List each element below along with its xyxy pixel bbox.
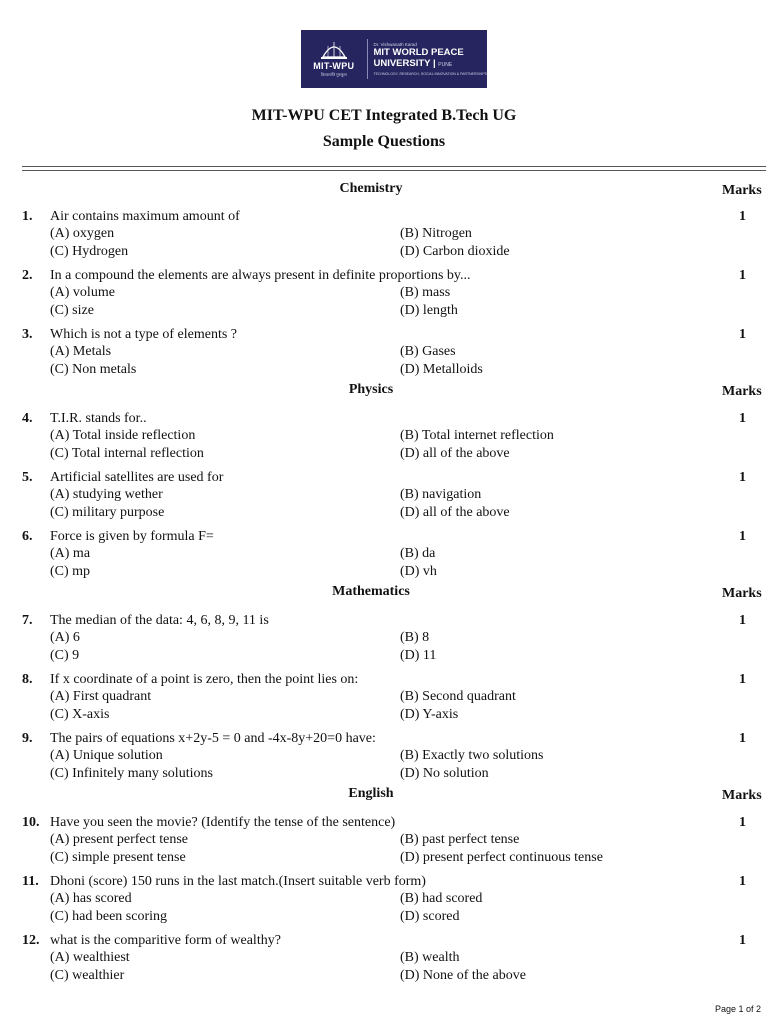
header-rule-bottom — [22, 170, 766, 171]
logo-name-line1: MIT WORLD PEACE — [373, 47, 464, 58]
section-title: Physics — [348, 382, 394, 397]
question-text: what is the comparitive form of wealthy? — [50, 933, 281, 948]
question-3 — [0, 327, 768, 383]
question-text: Which is not a type of elements ? — [50, 327, 237, 342]
logo-university: UNIVERSITY — [373, 58, 431, 69]
option-d: (D) Metalloids — [400, 362, 483, 377]
option-b: (B) Second quadrant — [400, 689, 516, 704]
option-d: (D) None of the above — [400, 968, 526, 983]
question-number: 10. — [22, 815, 40, 830]
option-d: (D) Y-axis — [400, 707, 459, 722]
option-b: (B) had scored — [400, 891, 483, 906]
option-c: (C) wealthier — [50, 968, 125, 983]
option-a: (A) Total inside reflection — [50, 428, 196, 443]
option-a: (A) Metals — [50, 344, 112, 359]
option-c: (C) Hydrogen — [50, 244, 129, 259]
option-c: (C) 9 — [50, 648, 80, 663]
logo-small-text: Dr. Vishwanath Karad — [373, 42, 417, 47]
section-title: Mathematics — [332, 584, 410, 599]
section-header-mathematics — [0, 584, 768, 604]
section-header-physics — [0, 382, 768, 402]
page-number: Page 1 of 2 — [715, 1004, 762, 1014]
option-a: (A) volume — [50, 285, 115, 300]
question-number: 7. — [22, 613, 33, 628]
page-subtitle: Sample Questions — [322, 133, 446, 150]
option-d: (D) present perfect continuous tense — [400, 850, 603, 865]
question-6 — [0, 529, 768, 585]
logo-name-line2: UNIVERSITY | PUNE — [373, 58, 453, 69]
marks-label: Marks — [722, 384, 762, 399]
logo-emblem — [301, 30, 367, 88]
section-header-chemistry — [0, 181, 768, 201]
question-text: Artificial satellites are used for — [50, 470, 224, 485]
question-11 — [0, 874, 768, 930]
question-marks: 1 — [739, 327, 746, 342]
question-text: The pairs of equations x+2y-5 = 0 and -4x-8y+20=0 have: — [50, 731, 376, 746]
question-number: 4. — [22, 411, 33, 426]
option-b: (B) mass — [400, 285, 451, 300]
option-d: (D) all of the above — [400, 505, 510, 520]
question-text: In a compound the elements are always present in definite proportions by... — [50, 268, 471, 283]
option-b: (B) past perfect tense — [400, 832, 520, 847]
question-5 — [0, 470, 768, 526]
option-d: (D) length — [400, 303, 458, 318]
section-title: Chemistry — [339, 181, 403, 196]
marks-label: Marks — [722, 183, 762, 198]
question-text: T.I.R. stands for.. — [50, 411, 147, 426]
question-8 — [0, 672, 768, 728]
logo-text — [367, 42, 487, 76]
option-c: (C) military purpose — [50, 505, 165, 520]
question-1 — [0, 209, 768, 265]
option-c: (C) mp — [50, 564, 91, 579]
marks-label: Marks — [722, 586, 762, 601]
option-a: (A) has scored — [50, 891, 132, 906]
question-text: If x coordinate of a point is zero, then the point lies on: — [50, 672, 359, 687]
option-d: (D) vh — [400, 564, 437, 579]
question-number: 11. — [22, 874, 39, 889]
option-b: (B) Total internet reflection — [400, 428, 554, 443]
section-title: English — [348, 786, 394, 801]
option-d: (D) Carbon dioxide — [400, 244, 510, 259]
option-b: (B) Gases — [400, 344, 456, 359]
option-a: (A) studying wether — [50, 487, 163, 502]
option-c: (C) simple present tense — [50, 850, 186, 865]
question-marks: 1 — [739, 874, 746, 889]
question-text: The median of the data: 4, 6, 8, 9, 11 is — [50, 613, 269, 628]
university-logo — [301, 30, 487, 88]
option-a: (A) present perfect tense — [50, 832, 188, 847]
option-c: (C) Infinitely many solutions — [50, 766, 213, 781]
option-c: (C) had been scoring — [50, 909, 168, 924]
option-d: (D) No solution — [400, 766, 489, 781]
option-b: (B) Nitrogen — [400, 226, 472, 241]
option-c: (C) Total internal reflection — [50, 446, 204, 461]
question-marks: 1 — [739, 815, 746, 830]
question-marks: 1 — [739, 268, 746, 283]
question-number: 9. — [22, 731, 33, 746]
logo-short-name: MIT-WPU — [313, 61, 355, 71]
question-7 — [0, 613, 768, 669]
option-c: (C) size — [50, 303, 94, 318]
question-marks: 1 — [739, 470, 746, 485]
option-a: (A) 6 — [50, 630, 80, 645]
question-2 — [0, 268, 768, 324]
question-marks: 1 — [739, 613, 746, 628]
question-number: 1. — [22, 209, 33, 224]
question-number: 5. — [22, 470, 33, 485]
question-marks: 1 — [739, 933, 746, 948]
question-12 — [0, 933, 768, 989]
option-c: (C) X-axis — [50, 707, 110, 722]
logo-tagline: TECHNOLOGY, RESEARCH, SOCIAL INNOVATION & PARTNERSHIPS — [373, 72, 487, 76]
question-text: Force is given by formula F= — [50, 529, 214, 544]
question-number: 2. — [22, 268, 33, 283]
dome-icon — [319, 40, 349, 60]
option-a: (A) First quadrant — [50, 689, 152, 704]
question-number: 3. — [22, 327, 33, 342]
option-a: (A) Unique solution — [50, 748, 163, 763]
page-title: MIT-WPU CET Integrated B.Tech UG — [251, 107, 517, 124]
question-9 — [0, 731, 768, 787]
option-b: (B) Exactly two solutions — [400, 748, 544, 763]
option-b: (B) navigation — [400, 487, 482, 502]
question-number: 12. — [22, 933, 40, 948]
logo-short-sub: विश्वशांति गुरुकुल — [320, 72, 347, 77]
question-marks: 1 — [739, 529, 746, 544]
question-number: 6. — [22, 529, 33, 544]
logo-location: PUNE — [438, 62, 453, 68]
question-4 — [0, 411, 768, 467]
question-marks: 1 — [739, 731, 746, 746]
section-header-english — [0, 786, 768, 806]
question-text: Air contains maximum amount of — [50, 209, 240, 224]
option-d: (D) 11 — [400, 648, 437, 663]
option-d: (D) scored — [400, 909, 460, 924]
question-10 — [0, 815, 768, 871]
question-marks: 1 — [739, 411, 746, 426]
option-b: (B) wealth — [400, 950, 460, 965]
option-a: (A) oxygen — [50, 226, 115, 241]
option-b: (B) 8 — [400, 630, 430, 645]
option-a: (A) ma — [50, 546, 91, 561]
question-text: Have you seen the movie? (Identify the tense of the sentence) — [50, 815, 396, 830]
question-number: 8. — [22, 672, 33, 687]
option-a: (A) wealthiest — [50, 950, 130, 965]
option-c: (C) Non metals — [50, 362, 137, 377]
option-b: (B) da — [400, 546, 436, 561]
question-marks: 1 — [739, 672, 746, 687]
header-rule-top — [22, 166, 766, 167]
question-text: Dhoni (score) 150 runs in the last match.(Insert suitable verb form) — [50, 874, 426, 889]
question-marks: 1 — [739, 209, 746, 224]
marks-label: Marks — [722, 788, 762, 803]
option-d: (D) all of the above — [400, 446, 510, 461]
